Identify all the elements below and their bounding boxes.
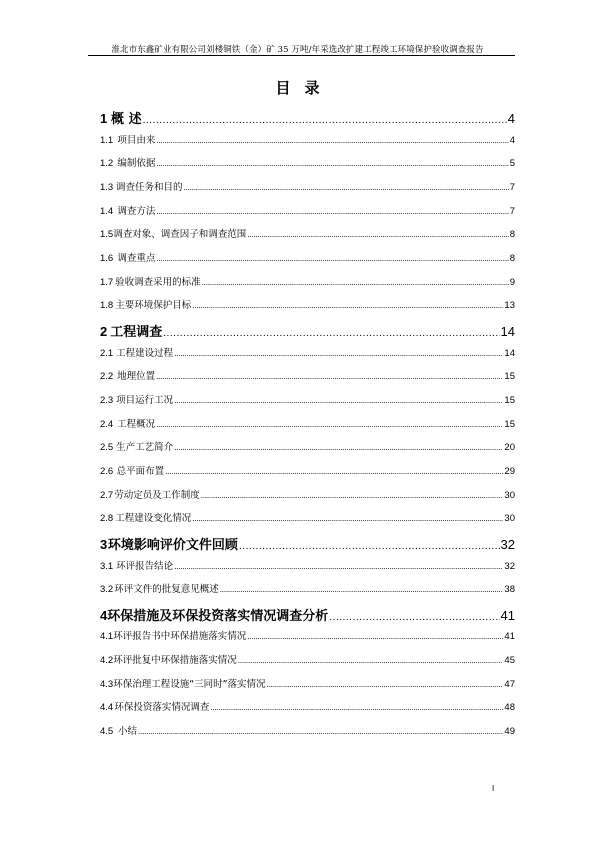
- toc-entry-title: 概 述: [111, 112, 142, 127]
- toc-section-entry[interactable]: [100, 676, 515, 700]
- toc-chapter-entry[interactable]: [100, 605, 515, 629]
- page-number: I: [492, 784, 495, 793]
- toc-dot-leader: [192, 515, 503, 523]
- toc-entry-page: 8: [509, 252, 515, 264]
- toc-entry-page: 30: [504, 489, 515, 501]
- toc-chapter-entry[interactable]: [100, 108, 515, 132]
- toc-section-entry[interactable]: [100, 274, 515, 298]
- toc-entry-number: 4.5: [100, 726, 114, 738]
- toc-section-entry[interactable]: [100, 652, 515, 676]
- toc-entry-page: 7: [509, 205, 515, 217]
- toc-entry-title: 验收调查采用的标准: [115, 276, 201, 288]
- toc-chapter-entry[interactable]: [100, 534, 515, 558]
- toc-entry-title: 环评批复中环保措施落实情况: [113, 655, 237, 667]
- toc-dot-leader: [156, 208, 508, 216]
- toc-entry-page: 32: [500, 537, 515, 552]
- toc-entry-title: 工程建设过程: [116, 347, 174, 359]
- toc-entry-page: 29: [504, 465, 515, 477]
- toc-dot-leader: [202, 279, 509, 287]
- toc-entry-page: 41: [500, 607, 515, 623]
- toc-entry-number: 2.4: [100, 418, 114, 430]
- toc-dot-leader: [247, 231, 508, 239]
- toc-dot-leader: [329, 613, 499, 623]
- toc-title: 目录: [275, 79, 334, 97]
- toc-dot-leader: [174, 350, 503, 358]
- toc-entry-title: 调查任务和目的: [115, 181, 183, 193]
- toc-entry-page: 32: [504, 560, 515, 572]
- toc-section-entry[interactable]: [100, 226, 515, 250]
- toc-entry-page: 45: [504, 655, 515, 667]
- toc-section-entry[interactable]: [100, 392, 515, 416]
- toc-dot-leader: [156, 137, 508, 145]
- toc-entry-page: 4: [507, 111, 515, 126]
- toc-section-entry[interactable]: [100, 250, 515, 274]
- toc-entry-title: 工程概况: [117, 418, 156, 430]
- toc-entry-number: 1.4: [100, 205, 114, 217]
- toc-section-entry[interactable]: [100, 179, 515, 203]
- toc-entry-number: 1: [100, 111, 108, 126]
- toc-entry-number: 2: [100, 324, 108, 339]
- toc-entry-number: 1.3: [100, 181, 114, 193]
- toc-entry-number: 4: [100, 607, 108, 623]
- toc-entry-title: 工程调查: [110, 325, 163, 340]
- toc-entry-number: 2.1: [100, 347, 114, 359]
- toc-entry-number: 1.2: [100, 158, 114, 170]
- toc-entry-number: 1.7: [100, 276, 114, 288]
- toc-section-entry[interactable]: [100, 368, 515, 392]
- toc-section-entry[interactable]: [100, 155, 515, 179]
- toc-entry-title: 工程建设变化情况: [115, 513, 192, 525]
- toc-entry-title: 环保投资落实情况调查: [114, 702, 210, 714]
- toc-entry-number: 3: [100, 537, 108, 552]
- toc-entry-page: 15: [504, 371, 515, 383]
- toc-entry-page: 48: [504, 702, 515, 714]
- toc-entry-page: 7: [509, 181, 515, 193]
- toc-section-entry[interactable]: [100, 297, 515, 321]
- toc-entry-number: 1.8: [100, 300, 114, 312]
- toc-entry-number: 2.3: [100, 394, 114, 406]
- toc-entry-number: 3.1: [100, 560, 114, 572]
- toc-entry-page: 9: [509, 276, 515, 288]
- toc-section-entry[interactable]: [100, 699, 515, 723]
- toc-section-entry[interactable]: [100, 345, 515, 369]
- toc-entry-title: 调查方法: [117, 205, 156, 217]
- toc-section-entry[interactable]: [100, 558, 515, 582]
- toc-dot-leader: [163, 329, 499, 339]
- toc-dot-leader: [156, 255, 508, 263]
- toc-dot-leader: [174, 563, 503, 571]
- toc-section-entry[interactable]: [100, 203, 515, 227]
- toc-entry-title: 项目由来: [117, 134, 156, 146]
- toc-entry-number: 3.2: [100, 584, 114, 596]
- toc-entry-number: 2.5: [100, 442, 114, 454]
- toc-entry-page: 49: [504, 726, 515, 738]
- toc-entry-title: 调查重点: [117, 252, 156, 264]
- toc-section-entry[interactable]: [100, 510, 515, 534]
- toc-dot-leader: [156, 160, 508, 168]
- toc-section-entry[interactable]: [100, 487, 515, 511]
- toc-entry-title: 环评报告结论: [116, 560, 174, 572]
- toc-dot-leader: [174, 444, 503, 452]
- toc-section-entry[interactable]: [100, 723, 515, 747]
- toc-entry-number: 4.2: [100, 655, 114, 667]
- toc-entry-title: 劳动定员及工作制度: [114, 489, 200, 501]
- toc-entry-title: 编制依据: [117, 158, 156, 170]
- table-of-contents: [100, 108, 515, 747]
- toc-entry-title: 环评报告书中环保措施落实情况: [113, 631, 247, 643]
- toc-entry-title: 环境影响评价文件回顾: [107, 538, 238, 553]
- toc-dot-leader: [210, 704, 503, 712]
- toc-section-entry[interactable]: [100, 439, 515, 463]
- toc-entry-title: 调查对象、调查因子和调查范围: [113, 229, 247, 241]
- toc-entry-page: 13: [504, 300, 515, 312]
- toc-dot-leader: [156, 373, 503, 381]
- toc-dot-leader: [192, 302, 503, 310]
- toc-dot-leader: [247, 633, 503, 641]
- toc-entry-page: 38: [504, 584, 515, 596]
- toc-entry-page: 8: [509, 229, 515, 241]
- toc-entry-title: 总平面布置: [116, 465, 165, 477]
- toc-entry-number: 2.7: [100, 489, 114, 501]
- toc-dot-leader: [143, 116, 507, 126]
- toc-dot-leader: [165, 468, 503, 476]
- toc-dot-leader: [201, 492, 504, 500]
- toc-dot-leader: [220, 586, 504, 594]
- toc-section-entry[interactable]: [100, 416, 515, 440]
- toc-entry-title: 环评文件的批复意见概述: [114, 584, 219, 596]
- toc-entry-title: 环保措施及环保投资落实情况调查分析: [107, 608, 329, 624]
- toc-chapter-entry[interactable]: [100, 321, 515, 345]
- toc-entry-page: 30: [504, 513, 515, 525]
- toc-entry-page: 14: [504, 347, 515, 359]
- toc-entry-page: 41: [504, 631, 515, 643]
- toc-dot-leader: [238, 657, 504, 665]
- toc-entry-page: 20: [504, 442, 515, 454]
- toc-entry-title: 地理位置: [117, 371, 156, 383]
- toc-entry-number: 2.8: [100, 513, 114, 525]
- toc-entry-number: 1.6: [100, 252, 114, 264]
- toc-dot-leader: [138, 728, 503, 736]
- toc-entry-page: 15: [504, 418, 515, 430]
- toc-entry-title: 环保治理工程设施“三同时”落实情况: [113, 678, 266, 690]
- toc-dot-leader: [267, 681, 504, 689]
- running-header: 淮北市东鑫矿业有限公司刘楼铜铁（金）矿 35 万吨/年采选改扩建工程竣工环境保护验收调查报告: [111, 45, 484, 55]
- toc-entry-title: 小结: [117, 726, 137, 738]
- toc-entry-page: 4: [509, 134, 515, 146]
- toc-entry-title: 主要环境保护目标: [115, 300, 192, 312]
- toc-entry-number: 2.6: [100, 465, 114, 477]
- toc-entry-page: 14: [500, 324, 515, 339]
- toc-dot-leader: [183, 184, 508, 192]
- toc-section-entry[interactable]: [100, 463, 515, 487]
- toc-entry-title: 项目运行工况: [116, 394, 174, 406]
- toc-entry-page: 47: [504, 678, 515, 690]
- toc-entry-number: 4.4: [100, 702, 114, 714]
- toc-dot-leader: [239, 542, 500, 552]
- toc-dot-leader: [156, 421, 503, 429]
- toc-section-entry[interactable]: [100, 132, 515, 156]
- toc-entry-number: 2.2: [100, 371, 114, 383]
- toc-section-entry[interactable]: [100, 628, 515, 652]
- toc-section-entry[interactable]: [100, 581, 515, 605]
- toc-entry-title: 生产工艺简介: [116, 442, 174, 454]
- toc-dot-leader: [174, 397, 503, 405]
- toc-entry-number: 4.3: [100, 678, 114, 690]
- toc-entry-number: 1.1: [100, 134, 114, 146]
- toc-entry-page: 15: [504, 394, 515, 406]
- toc-entry-number: 4.1: [100, 631, 114, 643]
- toc-entry-number: 1.5: [100, 229, 114, 241]
- header-rule: [88, 55, 515, 56]
- toc-entry-page: 5: [509, 158, 515, 170]
